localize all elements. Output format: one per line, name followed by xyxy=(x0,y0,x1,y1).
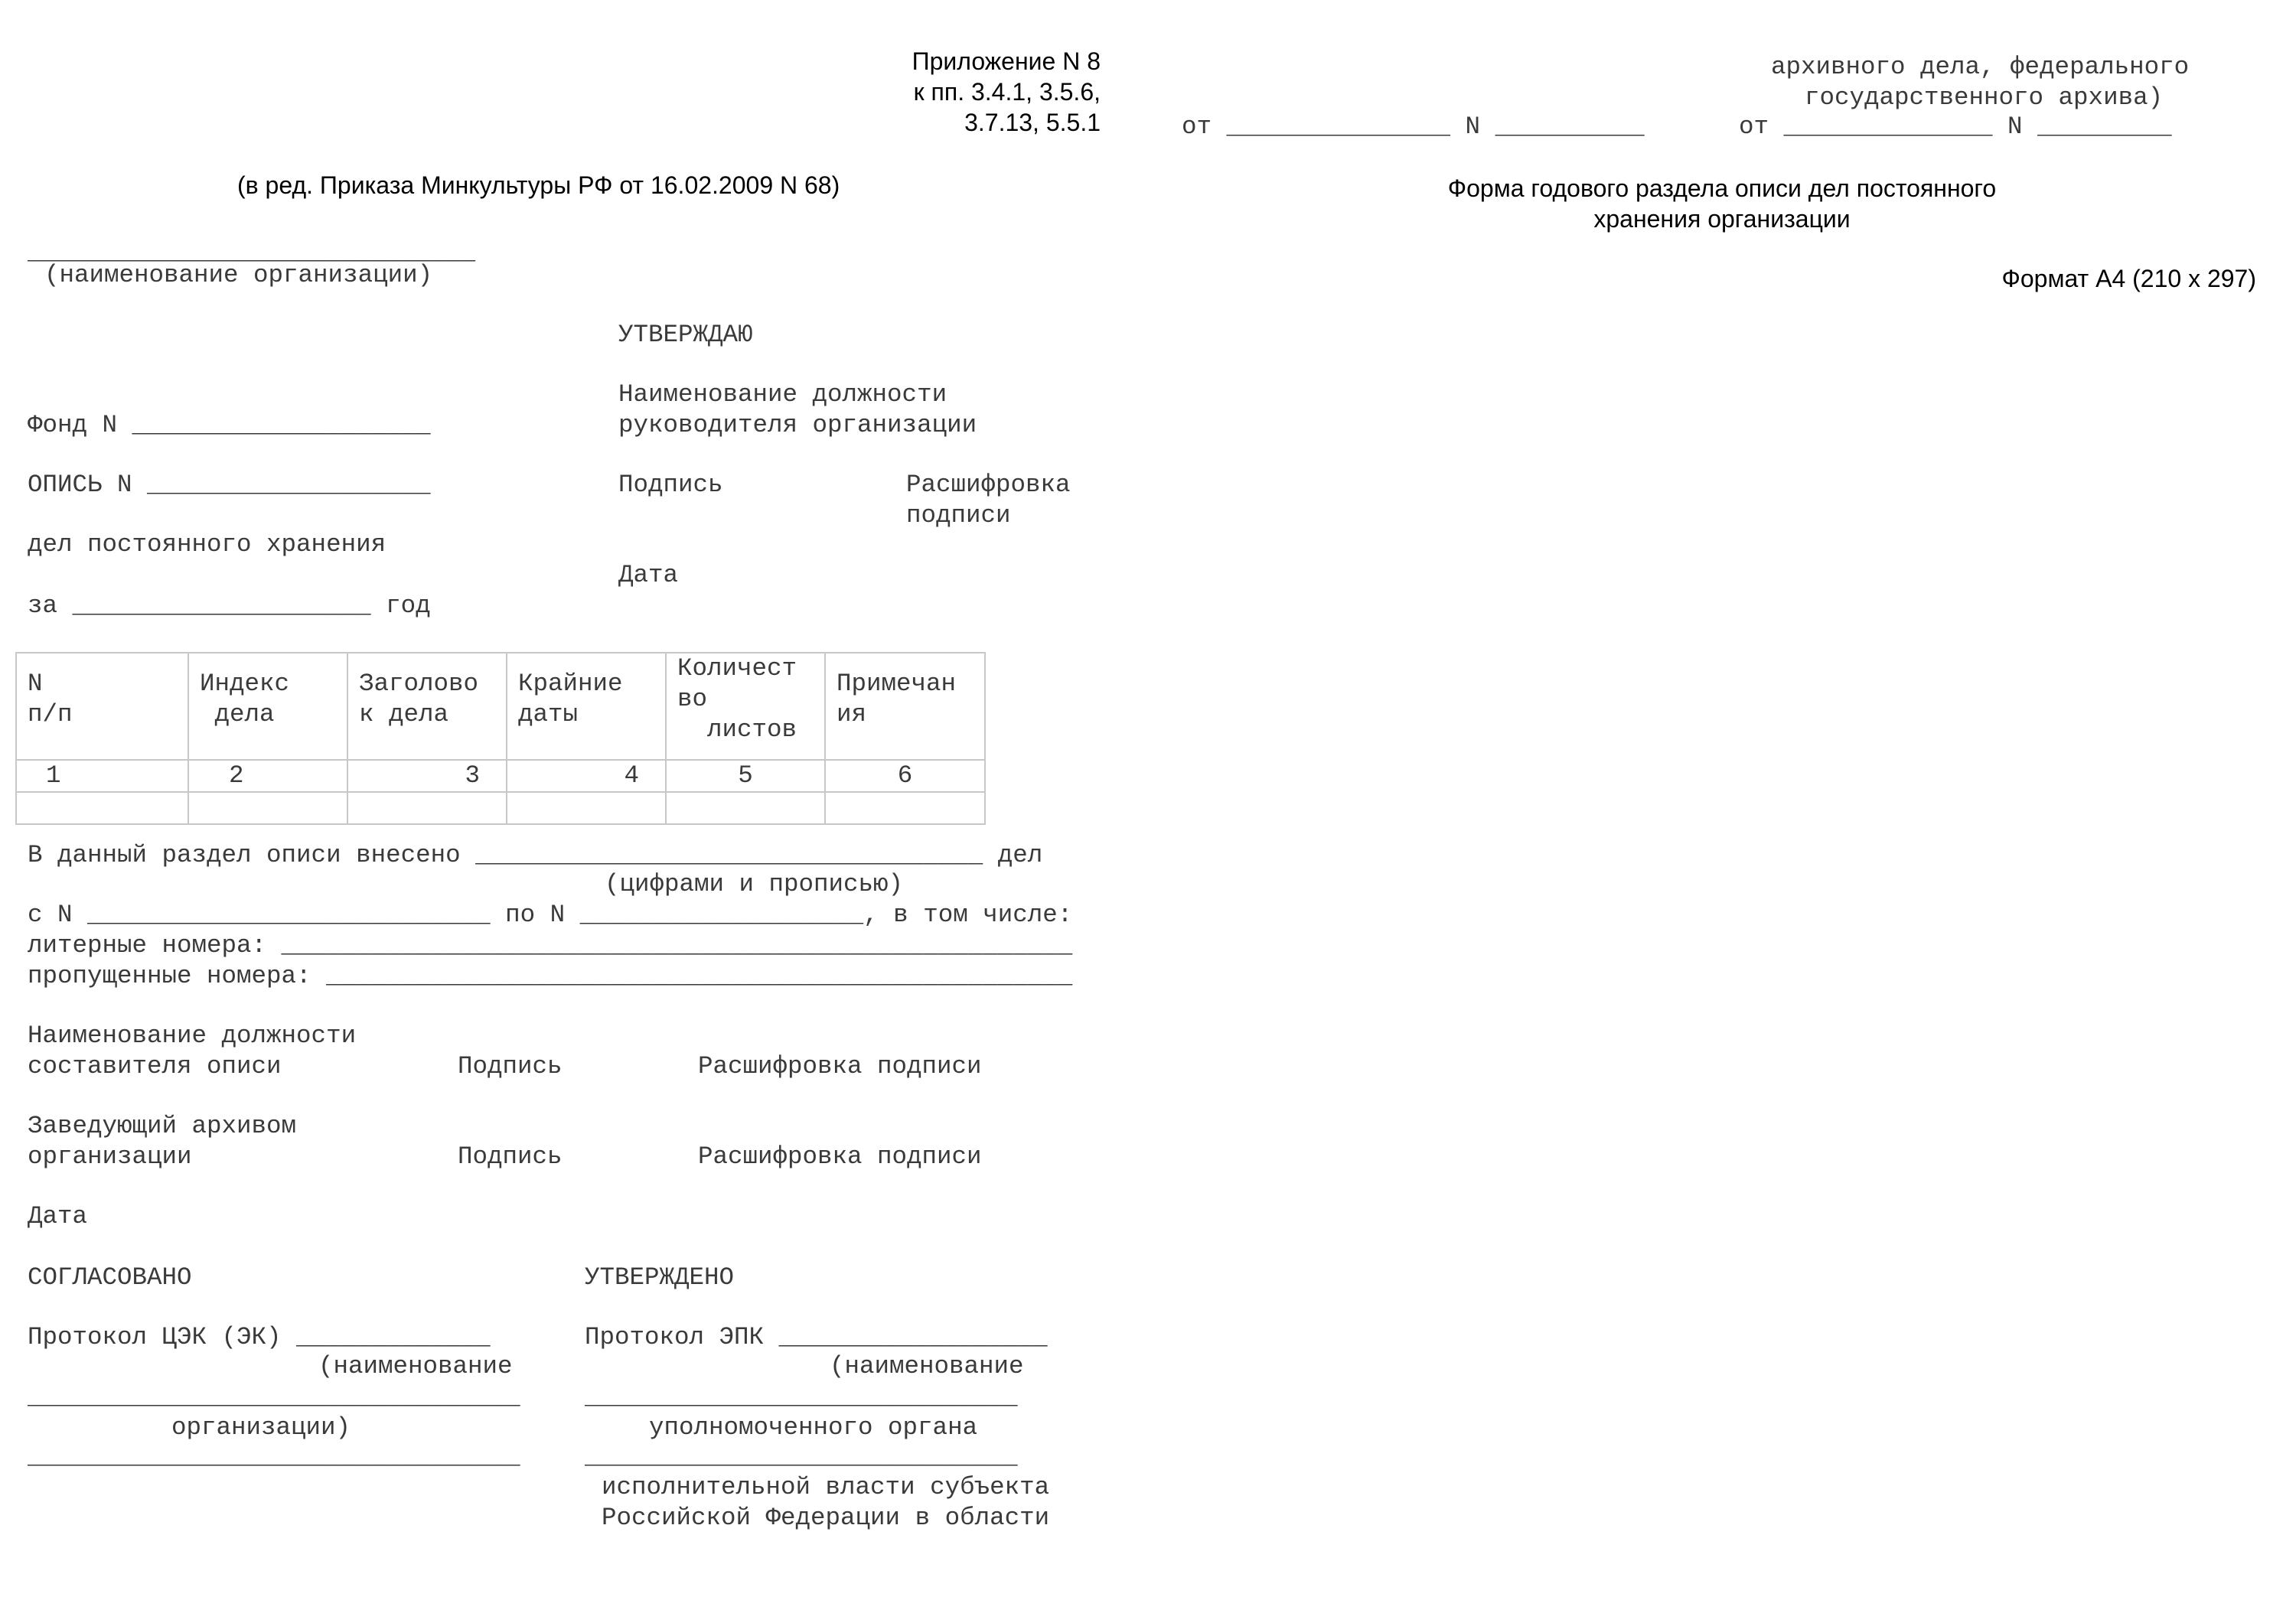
approval-position-line2: руководителя организации xyxy=(618,411,977,439)
approved-caption-federation: Российской Федерации в области xyxy=(602,1504,1050,1532)
missing-numbers-line: пропущенные номера: __________________________________________________ xyxy=(28,962,1073,990)
org-name-line: ______________________________ xyxy=(28,238,476,266)
amendment-note: (в ред. Приказа Минкультуры РФ от 16.02.2009 N 68) xyxy=(237,171,840,199)
approved-caption-name: (наименование xyxy=(830,1352,1024,1380)
page-format: Формат А4 (210 x 297) xyxy=(2001,265,2256,292)
approved-second-line: _____________________________ xyxy=(585,1442,1018,1471)
header-cell-index: Индекс дела xyxy=(188,653,347,760)
agreed-second-line: _________________________________ xyxy=(28,1442,520,1471)
archive-head-line1: Заведующий архивом xyxy=(28,1112,297,1140)
agreed-protocol: Протокол ЦЭК (ЭК) _____________ xyxy=(28,1323,491,1351)
appendix-clauses: к пп. 3.4.1, 3.5.6, xyxy=(913,78,1101,106)
col-number-1: 1 xyxy=(16,760,188,792)
compiler-signature-decoding: Расшифровка подписи xyxy=(698,1052,982,1080)
form-title-line2: хранения организации xyxy=(1593,205,1851,233)
archive-head-line2: организации xyxy=(28,1142,192,1171)
agreed-caption-org: организации) xyxy=(171,1413,351,1442)
col-number-5: 5 xyxy=(666,760,825,792)
col-number-3: 3 xyxy=(347,760,507,792)
archive-caption-line1: архивного дела, федерального xyxy=(1771,53,2190,81)
right-page xyxy=(1148,0,2296,1623)
agreed-caption-name: (наименование xyxy=(318,1352,513,1380)
table-cell xyxy=(16,792,188,824)
approval-decoding-line1: Расшифровка xyxy=(906,471,1071,499)
archive-caption-line2: государственного архива) xyxy=(1805,83,2164,112)
header-cell-dates: Крайние даты xyxy=(507,653,666,760)
archive-head-signature: Подпись xyxy=(458,1142,563,1171)
table-cell xyxy=(347,792,507,824)
appendix-clauses-cont: 3.7.13, 5.5.1 xyxy=(964,109,1101,136)
form-title-line1: Форма годового раздела описи дел постоянного xyxy=(1447,174,1997,202)
approved-org-line: _____________________________ xyxy=(585,1383,1018,1411)
approved-title: УТВЕРЖДЕНО xyxy=(585,1263,735,1292)
approval-title: УТВЕРЖДАЮ xyxy=(618,321,753,349)
col-number-4: 4 xyxy=(507,760,666,792)
table-row xyxy=(16,792,985,824)
agreed-org-line: _________________________________ xyxy=(28,1383,520,1411)
literal-numbers-line: литерные номера: _____________________________________________________ xyxy=(28,931,1073,960)
archive-head-signature-decoding: Расшифровка подписи xyxy=(698,1142,982,1171)
org-name-caption: (наименование организации) xyxy=(44,261,433,289)
approval-signature: Подпись xyxy=(618,471,723,499)
signatures-date: Дата xyxy=(28,1202,88,1230)
summary-count-caption: (цифрами и прописью) xyxy=(605,870,904,898)
summary-count-line: В данный раздел описи внесено __________________________________ дел xyxy=(28,841,1043,869)
inventory-table xyxy=(15,652,986,825)
table-number-row xyxy=(16,760,985,792)
year-line: за ____________________ год xyxy=(28,592,431,620)
approval-date: Дата xyxy=(618,561,679,589)
header-cell-notes: Примечан ия xyxy=(825,653,985,760)
approved-protocol: Протокол ЭПК __________________ xyxy=(585,1323,1048,1351)
table-cell xyxy=(507,792,666,824)
permanent-storage-label: дел постоянного хранения xyxy=(28,530,386,559)
table-cell xyxy=(188,792,347,824)
compiler-position-line1: Наименование должности xyxy=(28,1022,357,1050)
table-cell xyxy=(666,792,825,824)
approval-decoding-line2: подписи xyxy=(906,501,1011,530)
appendix-number: Приложение N 8 xyxy=(912,47,1101,75)
approved-caption-authority: уполномоченного органа xyxy=(649,1413,978,1442)
from-date-right: от ______________ N _________ xyxy=(1739,112,2172,141)
table-cell xyxy=(825,792,985,824)
approved-caption-executive: исполнительной власти субъекта xyxy=(602,1473,1050,1501)
summary-range-line: с N ___________________________ по N ___________________, в том числе: xyxy=(28,901,1073,929)
compiler-signature: Подпись xyxy=(458,1052,563,1080)
col-number-6: 6 xyxy=(825,760,985,792)
compiler-position-line2: составителя описи xyxy=(28,1052,282,1080)
header-cell-title: Заголово к дела xyxy=(347,653,507,760)
header-cell-number: N п/п xyxy=(16,653,188,760)
agreed-title: СОГЛАСОВАНО xyxy=(28,1263,192,1292)
header-cell-sheets: Количест во листов xyxy=(666,653,825,760)
col-number-2: 2 xyxy=(188,760,347,792)
fond-number: Фонд N ____________________ xyxy=(28,411,431,439)
table-header-row xyxy=(16,653,985,760)
from-date-left: от _______________ N __________ xyxy=(1182,112,1645,141)
opis-number: ОПИСЬ N ___________________ xyxy=(28,471,431,499)
approval-position-line1: Наименование должности xyxy=(618,380,947,409)
